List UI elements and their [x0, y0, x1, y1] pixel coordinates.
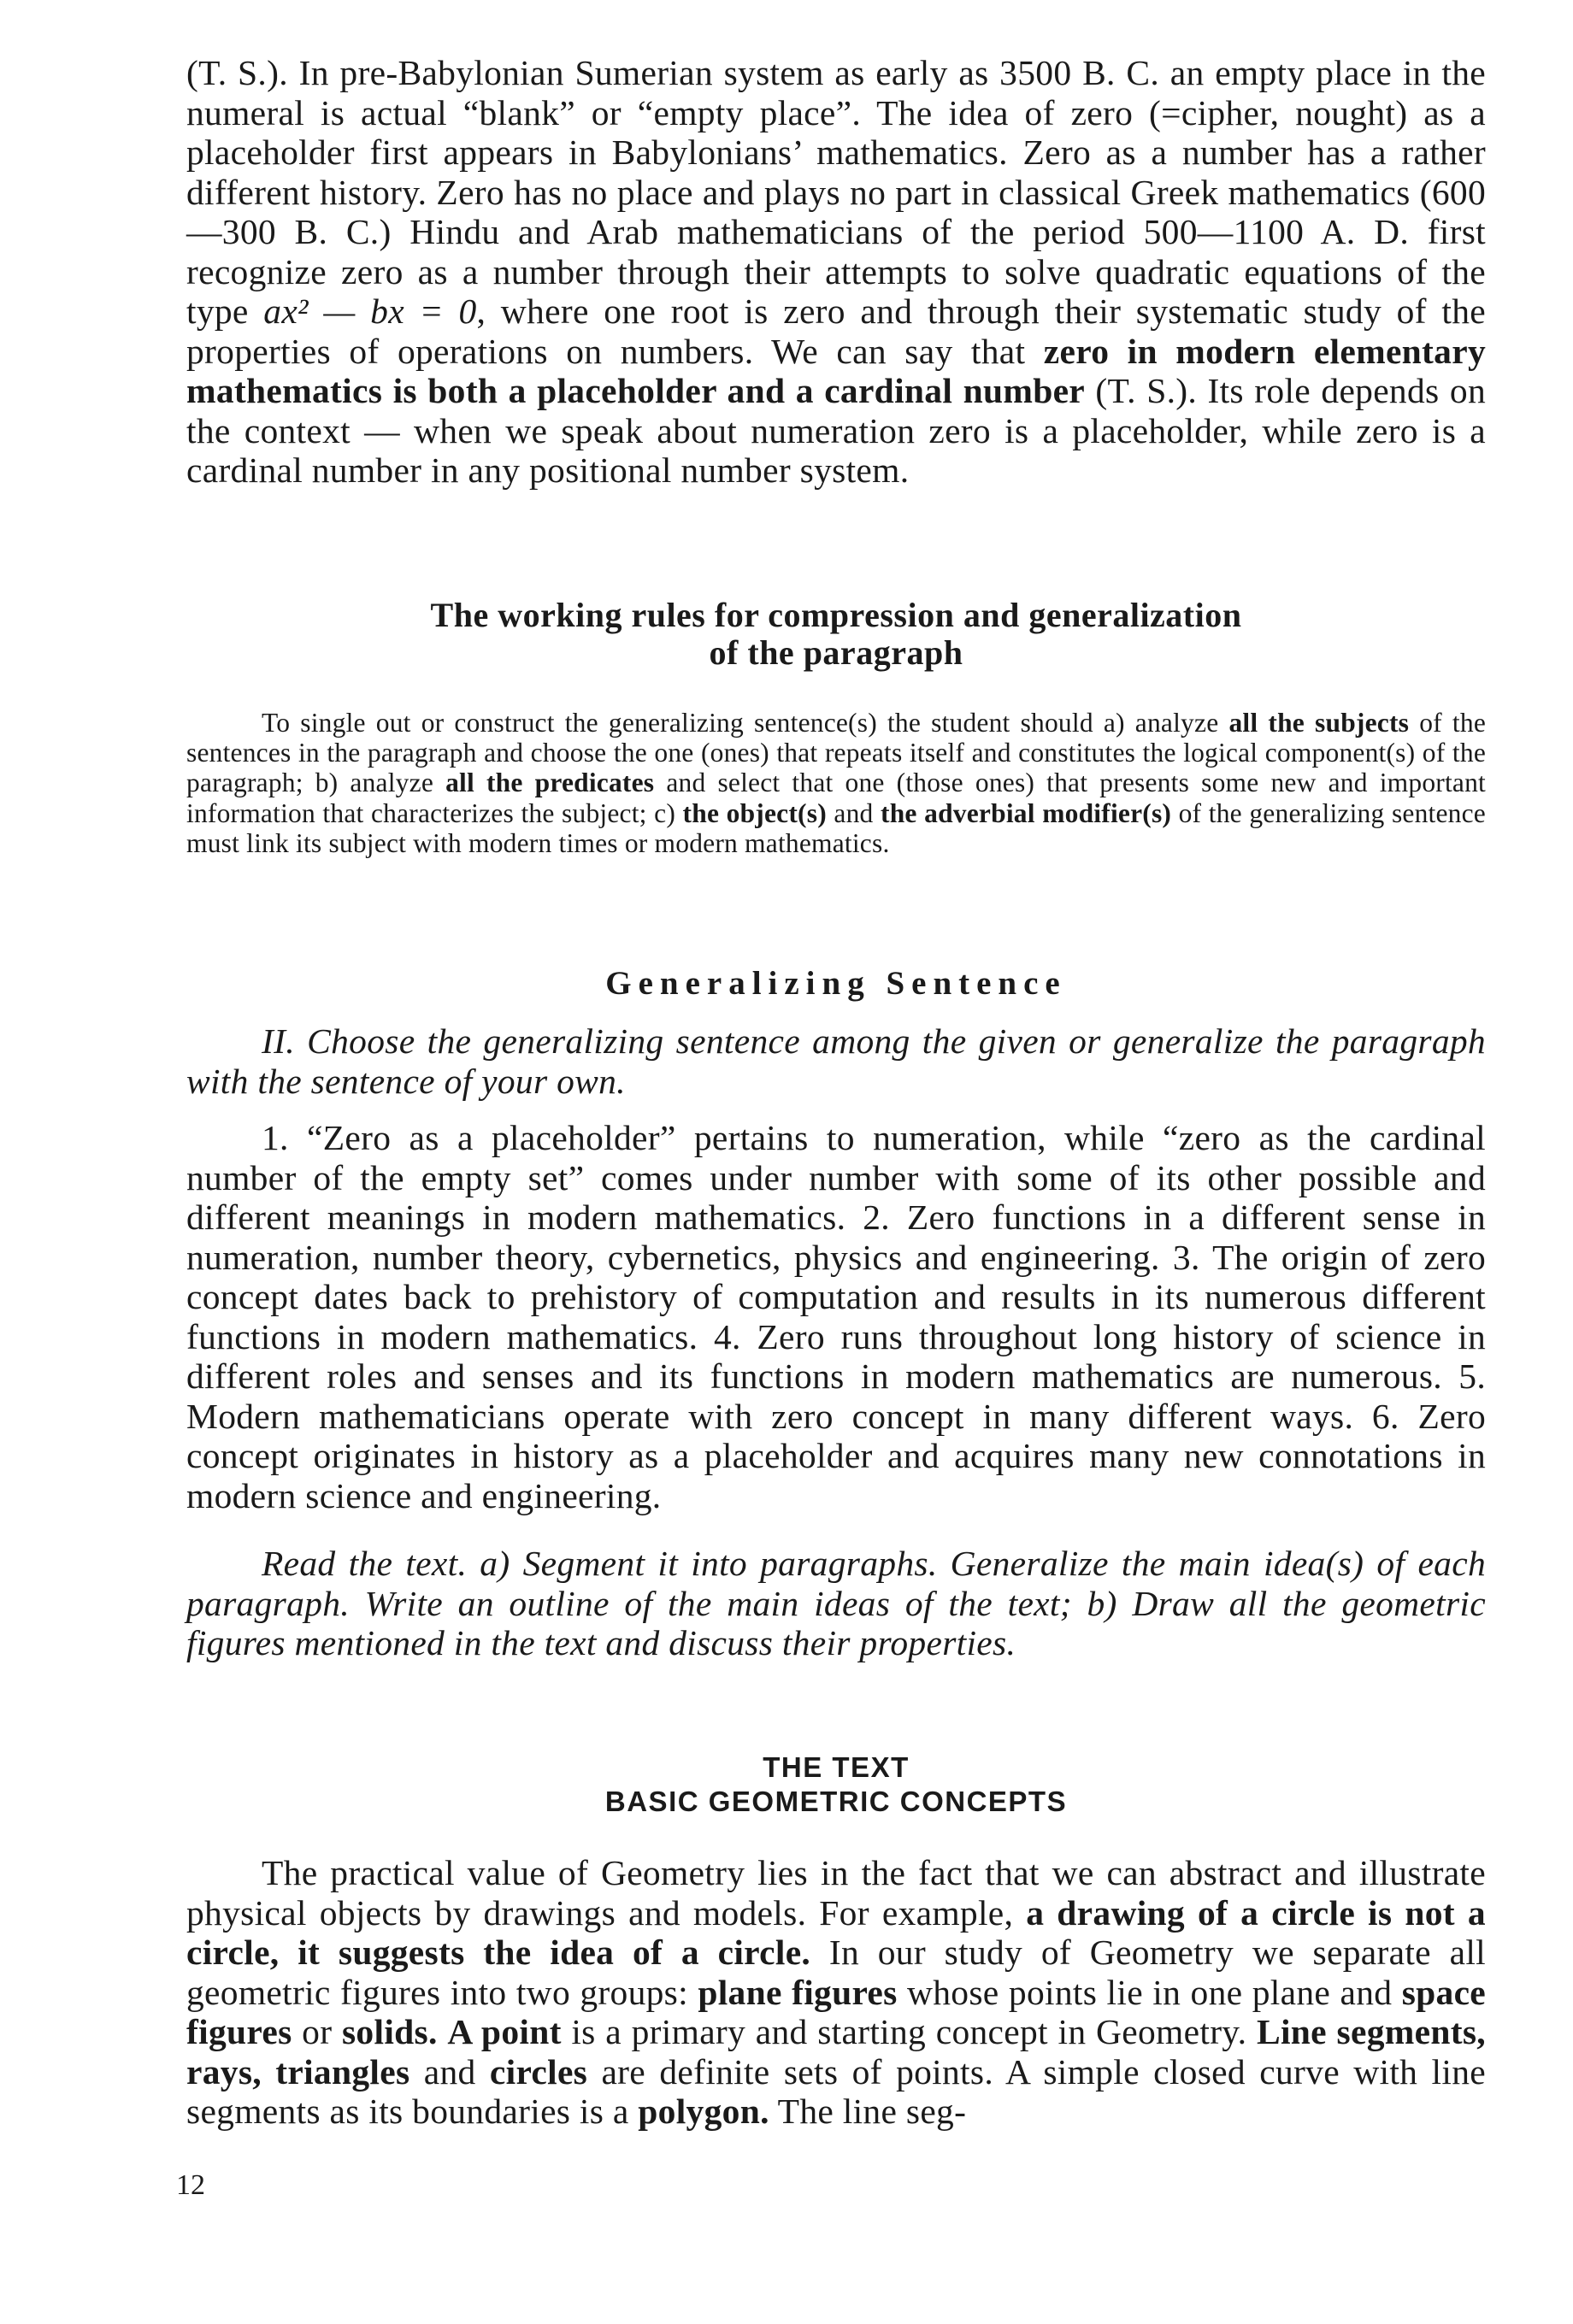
- bold-term: the adverbial modifier(s): [881, 797, 1172, 828]
- generalizing-heading: Generalizing Sentence: [605, 965, 1067, 1002]
- text-run: and: [409, 2051, 490, 2092]
- text-run: are definite sets of points. A simple closed curve with line segments as its boundaries is a: [186, 2051, 1486, 2131]
- text-run: [438, 2012, 448, 2051]
- heading-line: BASIC GEOMETRIC CONCEPTS: [604, 1786, 1068, 1817]
- rules-heading: [186, 597, 1486, 672]
- read-task: [186, 1544, 1486, 1663]
- heading-line: THE TEXT: [763, 1751, 910, 1783]
- text-heading: [186, 1750, 1486, 1819]
- heading-line: The working rules for compression and generalization: [430, 596, 1242, 634]
- text-run: , where one root is zero and through their systematic study of the properties of operations on numbers. We can say that: [186, 291, 1486, 371]
- text-run: (T. S.). Its role depends on the context — when we speak about numeration zero is a placeholder, while zero is a cardinal number in any positional number system.: [186, 371, 1486, 490]
- generalizing-options: 1. “Zero as a placeholder” pertains to numeration, while “zero as the cardinal number of the empty set” comes under number with some of its other possible and different meanings in modern mathematics. 2. Zero functions in a different sense in numeration, number theory, cybernetics, physics and engineering. 3. The origin of zero concept dates back to prehistory of computation and results in its numerous different functions in modern mathematics. 4. Zero runs throughout long history of science in different roles and senses and its functions in modern mathematics are numerous. 5. Modern mathematicians operate with zero concept in many different ways. 6. Zero concept originates in history as a placeholder and acquires many new connotations in modern science and engineering.: [186, 1118, 1486, 1515]
- bold-term: the object(s): [682, 797, 827, 828]
- text-run: The line seg-: [769, 2092, 967, 2131]
- text-run: To single out or construct the generalizing sentence(s) the student should a) analyze: [262, 708, 1229, 738]
- bold-term: all the subjects: [1228, 708, 1410, 738]
- bold-term: polygon.: [638, 2092, 769, 2131]
- task-2: [186, 1021, 1486, 1101]
- bold-term: plane figures: [698, 1972, 898, 2012]
- text-run: and: [826, 797, 881, 828]
- bold-term: Line segments, rays, triangles: [186, 2012, 1486, 2092]
- text-run: or: [292, 2012, 342, 2051]
- text-run: is a primary and starting concept in Geometry.: [561, 2012, 1257, 2051]
- task-text: Read the text. a) Segment it into paragraphs. Generalize the main idea(s) of each paragraph. Write an outline of the main ideas of the text; b) Draw all the geometric figures mentioned in the text and discuss their properties.: [186, 1544, 1486, 1662]
- text-run: The practical value of Geometry lies in the fact that we can abstract and illustrate physical objects by drawings and models. For example,: [186, 1853, 1486, 1933]
- text-run: of the sentences in the paragraph and choose the one (ones) that repeats itself and constitutes the logical component(s) of the paragraph; b) analyze: [186, 708, 1487, 798]
- bold-statement: zero in modern elementary mathematics is both a placeholder and a cardinal number: [186, 331, 1486, 410]
- bold-term: space figures: [186, 1972, 1487, 2051]
- text-run: of the generalizing sentence must link its subject with modern times or modern mathematics.: [186, 797, 1486, 858]
- geometry-paragraph: [186, 1853, 1486, 2132]
- rules-paragraph: [186, 708, 1486, 858]
- task-text: II. Choose the generalizing sentence among the given or generalize the paragraph with the sentence of your own.: [186, 1021, 1486, 1101]
- page-number: 12: [176, 2169, 205, 2201]
- text-run: (T. S.). In pre-Babylonian Sumerian system as early as 3500 B. C. an empty place in the numeral is actual “blank” or “empty place”. The idea of zero (=cipher, nought) as a placeholder first appears in Babylonians’ mathematics. Zero as a number has a rather different history. Zero has no place and plays no part in classical Greek mathematics (600—300 B. C.) Hindu and Arab mathematicians of the period 500—1100 A. D. first recognize zero as a number through their attempts to solve quadratic equations of the type: [186, 53, 1486, 331]
- text-run: In our study of Geometry we separate all geometric figures into two groups:: [186, 1933, 1486, 2012]
- text-run: whose points lie in one plane and: [897, 1972, 1402, 2012]
- bold-term: A point: [447, 2012, 562, 2051]
- paragraph-zero-history: [186, 53, 1486, 491]
- bold-term: solids.: [341, 2012, 438, 2051]
- bold-term: circles: [489, 2051, 588, 2092]
- heading-line: of the paragraph: [709, 633, 963, 672]
- bold-term: a drawing of a circle is not a circle, it suggests the idea of a circle.: [186, 1892, 1486, 1972]
- bold-term: all the predicates: [445, 768, 655, 798]
- formula: ax² — bx = 0: [263, 291, 477, 331]
- text-run: and select that one (those ones) that presents some new and important information that characterizes the subject; c): [186, 768, 1486, 828]
